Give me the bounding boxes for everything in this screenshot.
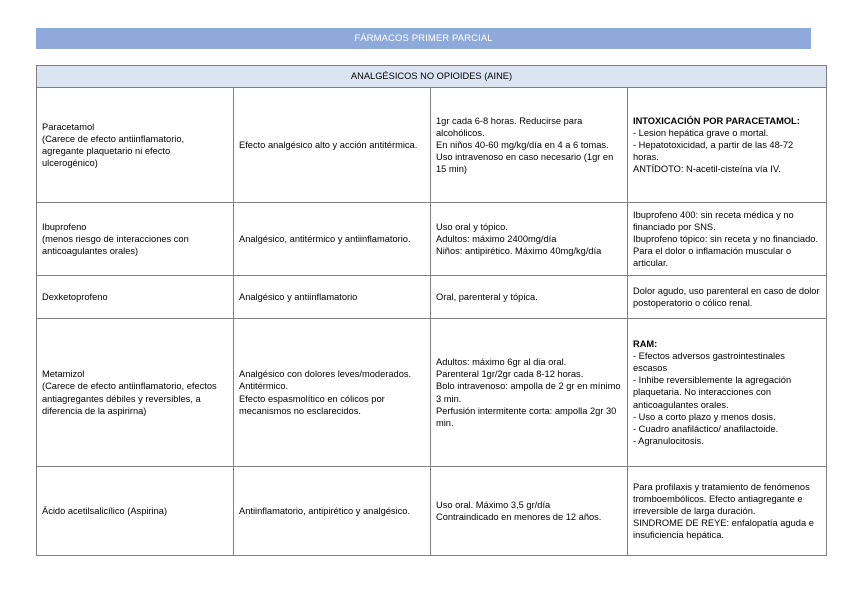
dosage-line: Bolo intravenoso: ampolla de 2 gr en mínimo 3 min. bbox=[436, 381, 621, 404]
dosage-line: Uso oral y tópico. bbox=[436, 221, 508, 232]
dosage-line: Contraindicado en menores de 12 años. bbox=[436, 512, 602, 522]
effect-cell bbox=[234, 467, 431, 556]
table-row bbox=[37, 276, 827, 319]
effect-cell bbox=[234, 276, 431, 319]
document-title: FÁRMACOS PRIMER PARCIAL bbox=[36, 28, 811, 49]
notes-line: - Hepatotoxicidad, a partir de las 48-72 horas. bbox=[633, 139, 794, 163]
dosage-line: Adultos: máximo 2400mg/día bbox=[436, 233, 557, 244]
drug-name: Dexketoprofeno bbox=[42, 291, 108, 302]
dosage-cell bbox=[431, 276, 628, 319]
drug-name: Paracetamol bbox=[42, 121, 95, 132]
dosage-cell bbox=[431, 319, 628, 467]
notes-heading: RAM: bbox=[633, 339, 658, 350]
table-row bbox=[37, 319, 827, 467]
effect-text: Antiinflamatorio, antipirético y analgésico. bbox=[239, 505, 411, 516]
dosage-cell bbox=[431, 203, 628, 276]
dosage-line: Adultos: máximo 6gr al dia oral. bbox=[436, 357, 567, 368]
dosage-cell bbox=[431, 467, 628, 556]
notes-line: Para profilaxis y tratamiento de fenómenos tromboembólicos. Efecto antiagregante e irreversible de larga duración. bbox=[633, 481, 810, 516]
drug-cell bbox=[37, 319, 234, 467]
dosage-cell bbox=[431, 88, 628, 203]
drug-name: Metamizol bbox=[42, 369, 85, 380]
notes-line: Ibuprofeno tópico: sin receta y no financiado. Para el dolor o inflamación muscular o articular. bbox=[633, 233, 819, 269]
dosage-line: Parenteral 1gr/2gr cada 8-12 horas. bbox=[436, 369, 584, 380]
table-row bbox=[37, 88, 827, 203]
notes-heading: INTOXICACIÓN POR PARACETAMOL: bbox=[633, 115, 800, 126]
notes-line: SINDROME DE REYE: enfalopatía aguda e insuficiencia hepática. bbox=[633, 518, 814, 541]
notes-line: - Uso a corto plazo y menos dosis. bbox=[633, 411, 776, 422]
notes-cell bbox=[628, 319, 827, 467]
notes-line: - Cuadro anafiláctico/ anafilactoide. bbox=[633, 423, 779, 434]
dosage-line: Oral, parenteral y tópica. bbox=[436, 291, 538, 302]
drug-name: Ácido acetilsalicílico (Aspirina) bbox=[42, 505, 168, 516]
drug-note: (menos riesgo de interacciones con anticoagulantes orales) bbox=[42, 233, 189, 257]
notes-cell bbox=[628, 467, 827, 556]
drug-cell bbox=[37, 203, 234, 276]
drug-table bbox=[36, 65, 827, 556]
dosage-line: 1gr cada 6-8 horas. Reducirse para alcohólicos. bbox=[436, 115, 583, 138]
drug-cell bbox=[37, 467, 234, 556]
notes-line: - Agranulocitosis. bbox=[633, 435, 704, 446]
notes-line: Ibuprofeno 400: sin receta médica y no financiado por SNS. bbox=[633, 209, 794, 232]
drug-cell bbox=[37, 88, 234, 203]
notes-line: ANTÍDOTO: N-acetil-cisteína vía IV. bbox=[633, 164, 781, 175]
effect-line: Efecto espasmolítico en cólicos por mecanismos no esclarecidos. bbox=[239, 393, 385, 416]
effect-line: Analgésico con dolores leves/moderados. bbox=[239, 369, 412, 380]
notes-cell bbox=[628, 203, 827, 276]
dosage-line: Perfusión intermitente corta: ampolla 2gr 30 min. bbox=[436, 405, 617, 428]
effect-text: Analgésico y antiinflamatorio bbox=[239, 291, 358, 302]
notes-cell bbox=[628, 276, 827, 319]
notes-cell bbox=[628, 88, 827, 203]
section-header: ANALGÉSICOS NO OPIOIDES (AINE) bbox=[37, 66, 827, 88]
dosage-line: Uso oral. Máximo 3,5 gr/día bbox=[436, 499, 551, 510]
effect-text: Efecto analgésico alto y acción antitérmica. bbox=[239, 139, 418, 150]
drug-note: (Carece de efecto antiinflamatorio, agregante plaquetario ni efecto ulcerogénico) bbox=[42, 133, 185, 169]
dosage-line: En niños 40-60 mg/kg/día en 4 a 6 tomas. bbox=[436, 139, 609, 150]
notes-line: - Inhibe reversiblemente la agregación plaquetaria. No interacciones con anticoagulantes orales. bbox=[633, 375, 792, 410]
dosage-line: Uso intravenoso en caso necesario (1gr en 15 min) bbox=[436, 152, 614, 175]
table-row bbox=[37, 467, 827, 556]
effect-cell bbox=[234, 88, 431, 203]
dosage-line: Niños: antipirético. Máximo 40mg/kg/día bbox=[436, 246, 602, 257]
table-row bbox=[37, 203, 827, 276]
drug-note: (Carece de efecto antiinflamatorio, efectos antiagregantes débiles y reversibles, a diferencia de la aspirirna) bbox=[42, 381, 217, 416]
notes-line: - Efectos adversos gastrointestinales escasos bbox=[633, 351, 785, 374]
effect-cell bbox=[234, 319, 431, 467]
drug-cell bbox=[37, 276, 234, 319]
notes-line: - Lesion hepática grave o mortal. bbox=[633, 127, 769, 138]
effect-line: Antitérmico. bbox=[239, 381, 289, 392]
effect-cell bbox=[234, 203, 431, 276]
effect-text: Analgésico, antitérmico y antiinflamatorio. bbox=[239, 233, 411, 244]
drug-name: Ibuprofeno bbox=[42, 221, 87, 232]
notes-line: Dolor agudo, uso parenteral en caso de dolor postoperatorio o cólico renal. bbox=[633, 285, 820, 308]
